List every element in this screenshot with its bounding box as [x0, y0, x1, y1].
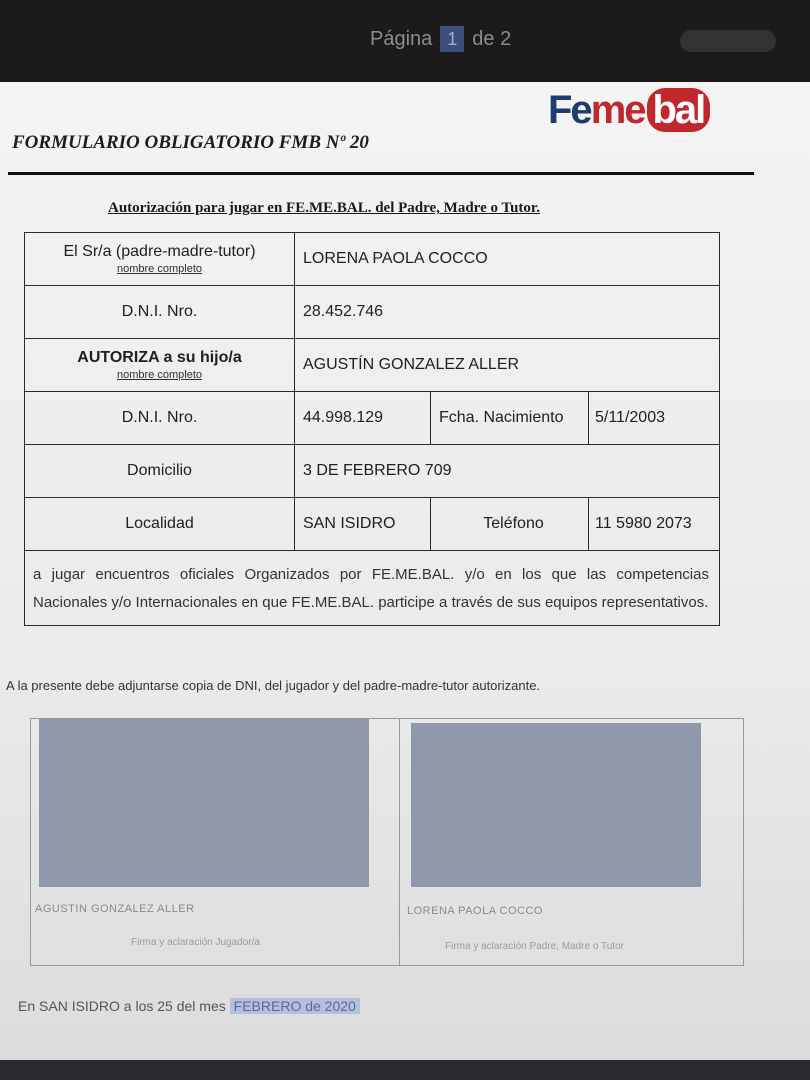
place-date-prefix: En SAN ISIDRO a los 25 del mes [18, 998, 226, 1014]
table-row-address [24, 445, 720, 498]
authorization-table [24, 232, 720, 626]
child-label: AUTORIZA a su hijo/a [77, 349, 242, 366]
page-number-input[interactable]: 1 [440, 26, 464, 52]
viewer-bottom-bar [0, 1060, 810, 1080]
player-signature-caption: Firma y aclaración Jugador/a [131, 937, 260, 948]
viewer-toolbar [0, 0, 810, 82]
page-indicator [370, 26, 511, 52]
logo-part-bal: bal [647, 88, 711, 132]
parent-signature-image [411, 723, 701, 887]
table-row-parent [24, 232, 720, 286]
city-field[interactable]: SAN ISIDRO [295, 498, 431, 550]
parent-signature-caption: Firma y aclaración Padre, Madre o Tutor [445, 941, 624, 952]
parent-name-field[interactable]: LORENA PAOLA COCCO [303, 250, 488, 267]
place-date-line [18, 998, 360, 1014]
address-label: Domicilio [25, 445, 295, 497]
signature-area [30, 718, 744, 966]
attachment-note: A la presente debe adjuntarse copia de DNI, del jugador y del padre-madre-tutor autorizante. [6, 678, 541, 693]
city-label: Localidad [25, 498, 295, 550]
cloud-icon[interactable] [680, 30, 776, 52]
logo-part-fe: Fe [548, 88, 591, 132]
femebal-logo [548, 88, 710, 133]
page-word: Página [370, 27, 433, 50]
child-dni-label: D.N.I. Nro. [25, 392, 295, 444]
form-subtitle: Autorización para jugar en FE.ME.BAL. del Padre, Madre o Tutor. [108, 200, 540, 216]
child-name-field[interactable]: AGUSTÍN GONZALEZ ALLER [303, 356, 520, 373]
child-label-cell [25, 339, 295, 391]
place-date-highlight: FEBRERO de 2020 [230, 998, 360, 1014]
parent-dni-field[interactable]: 28.452.746 [303, 303, 384, 320]
phone-label: Teléfono [431, 498, 589, 550]
page-total: de 2 [472, 27, 512, 50]
parent-sublabel: nombre completo [117, 263, 202, 275]
title-divider [8, 172, 754, 175]
table-row-city [24, 498, 720, 551]
phone-field[interactable]: 11 5980 2073 [595, 515, 692, 532]
address-field[interactable]: 3 DE FEBRERO 709 [303, 462, 452, 479]
parent-label-cell [25, 233, 295, 285]
player-signature-name: AGUSTIN GONZALEZ ALLER [35, 903, 195, 915]
logo-part-me: me [590, 88, 645, 132]
parent-dni-label: D.N.I. Nro. [25, 286, 295, 338]
child-dni-field[interactable]: 44.998.129 [295, 392, 431, 444]
child-sublabel: nombre completo [117, 369, 202, 381]
signature-column-divider [399, 719, 400, 965]
parent-signature-name: LORENA PAOLA COCCO [407, 905, 543, 917]
table-row-parent-dni [24, 286, 720, 339]
player-signature-image [39, 719, 369, 887]
table-row-child [24, 339, 720, 392]
birth-date-field[interactable]: 5/11/2003 [595, 409, 665, 426]
birth-date-label: Fcha. Nacimiento [431, 392, 589, 444]
form-title: FORMULARIO OBLIGATORIO FMB Nº 20 [12, 132, 369, 153]
table-row-child-dni [24, 392, 720, 445]
authorization-paragraph: a jugar encuentros oficiales Organizados por FE.ME.BAL. y/o en los que las competencias Nacionales y/o Internacionales en que FE.ME.BAL. participe a través de sus equipos representativos. [24, 551, 720, 626]
parent-label: El Sr/a (padre-madre-tutor) [63, 243, 256, 260]
